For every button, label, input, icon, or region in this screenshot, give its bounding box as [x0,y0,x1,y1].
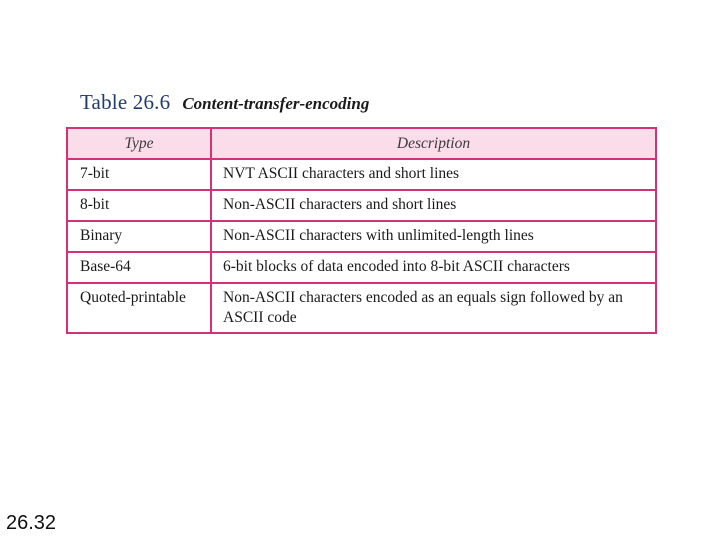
description-cell: Non-ASCII characters and short lines [211,190,655,221]
table-row [68,252,655,283]
description-cell: Non-ASCII characters with unlimited-length lines [211,221,655,252]
type-cell: 8-bit [68,190,211,221]
column-header-type: Type [68,129,211,159]
type-cell: Binary [68,221,211,252]
type-cell: 7-bit [68,159,211,190]
description-cell: 6-bit blocks of data encoded into 8-bit ASCII characters [211,252,655,283]
type-cell: Base-64 [68,252,211,283]
table-row [68,221,655,252]
description-cell: Non-ASCII characters encoded as an equals sign followed by an ASCII code [223,289,623,326]
table-row [68,283,655,332]
page-number: 26.32 [6,512,57,534]
table-header-row [68,129,655,159]
table-title: Content-transfer-encoding [182,94,370,113]
table-caption [80,90,369,118]
type-cell: Quoted-printable [68,283,211,332]
table-row [68,190,655,221]
encoding-table-grid [68,129,655,332]
table-row [68,159,655,190]
encoding-table [66,127,657,334]
column-header-description: Description [211,129,655,159]
table-number: Table 26.6 [80,90,171,114]
description-cell: NVT ASCII characters and short lines [211,159,655,190]
